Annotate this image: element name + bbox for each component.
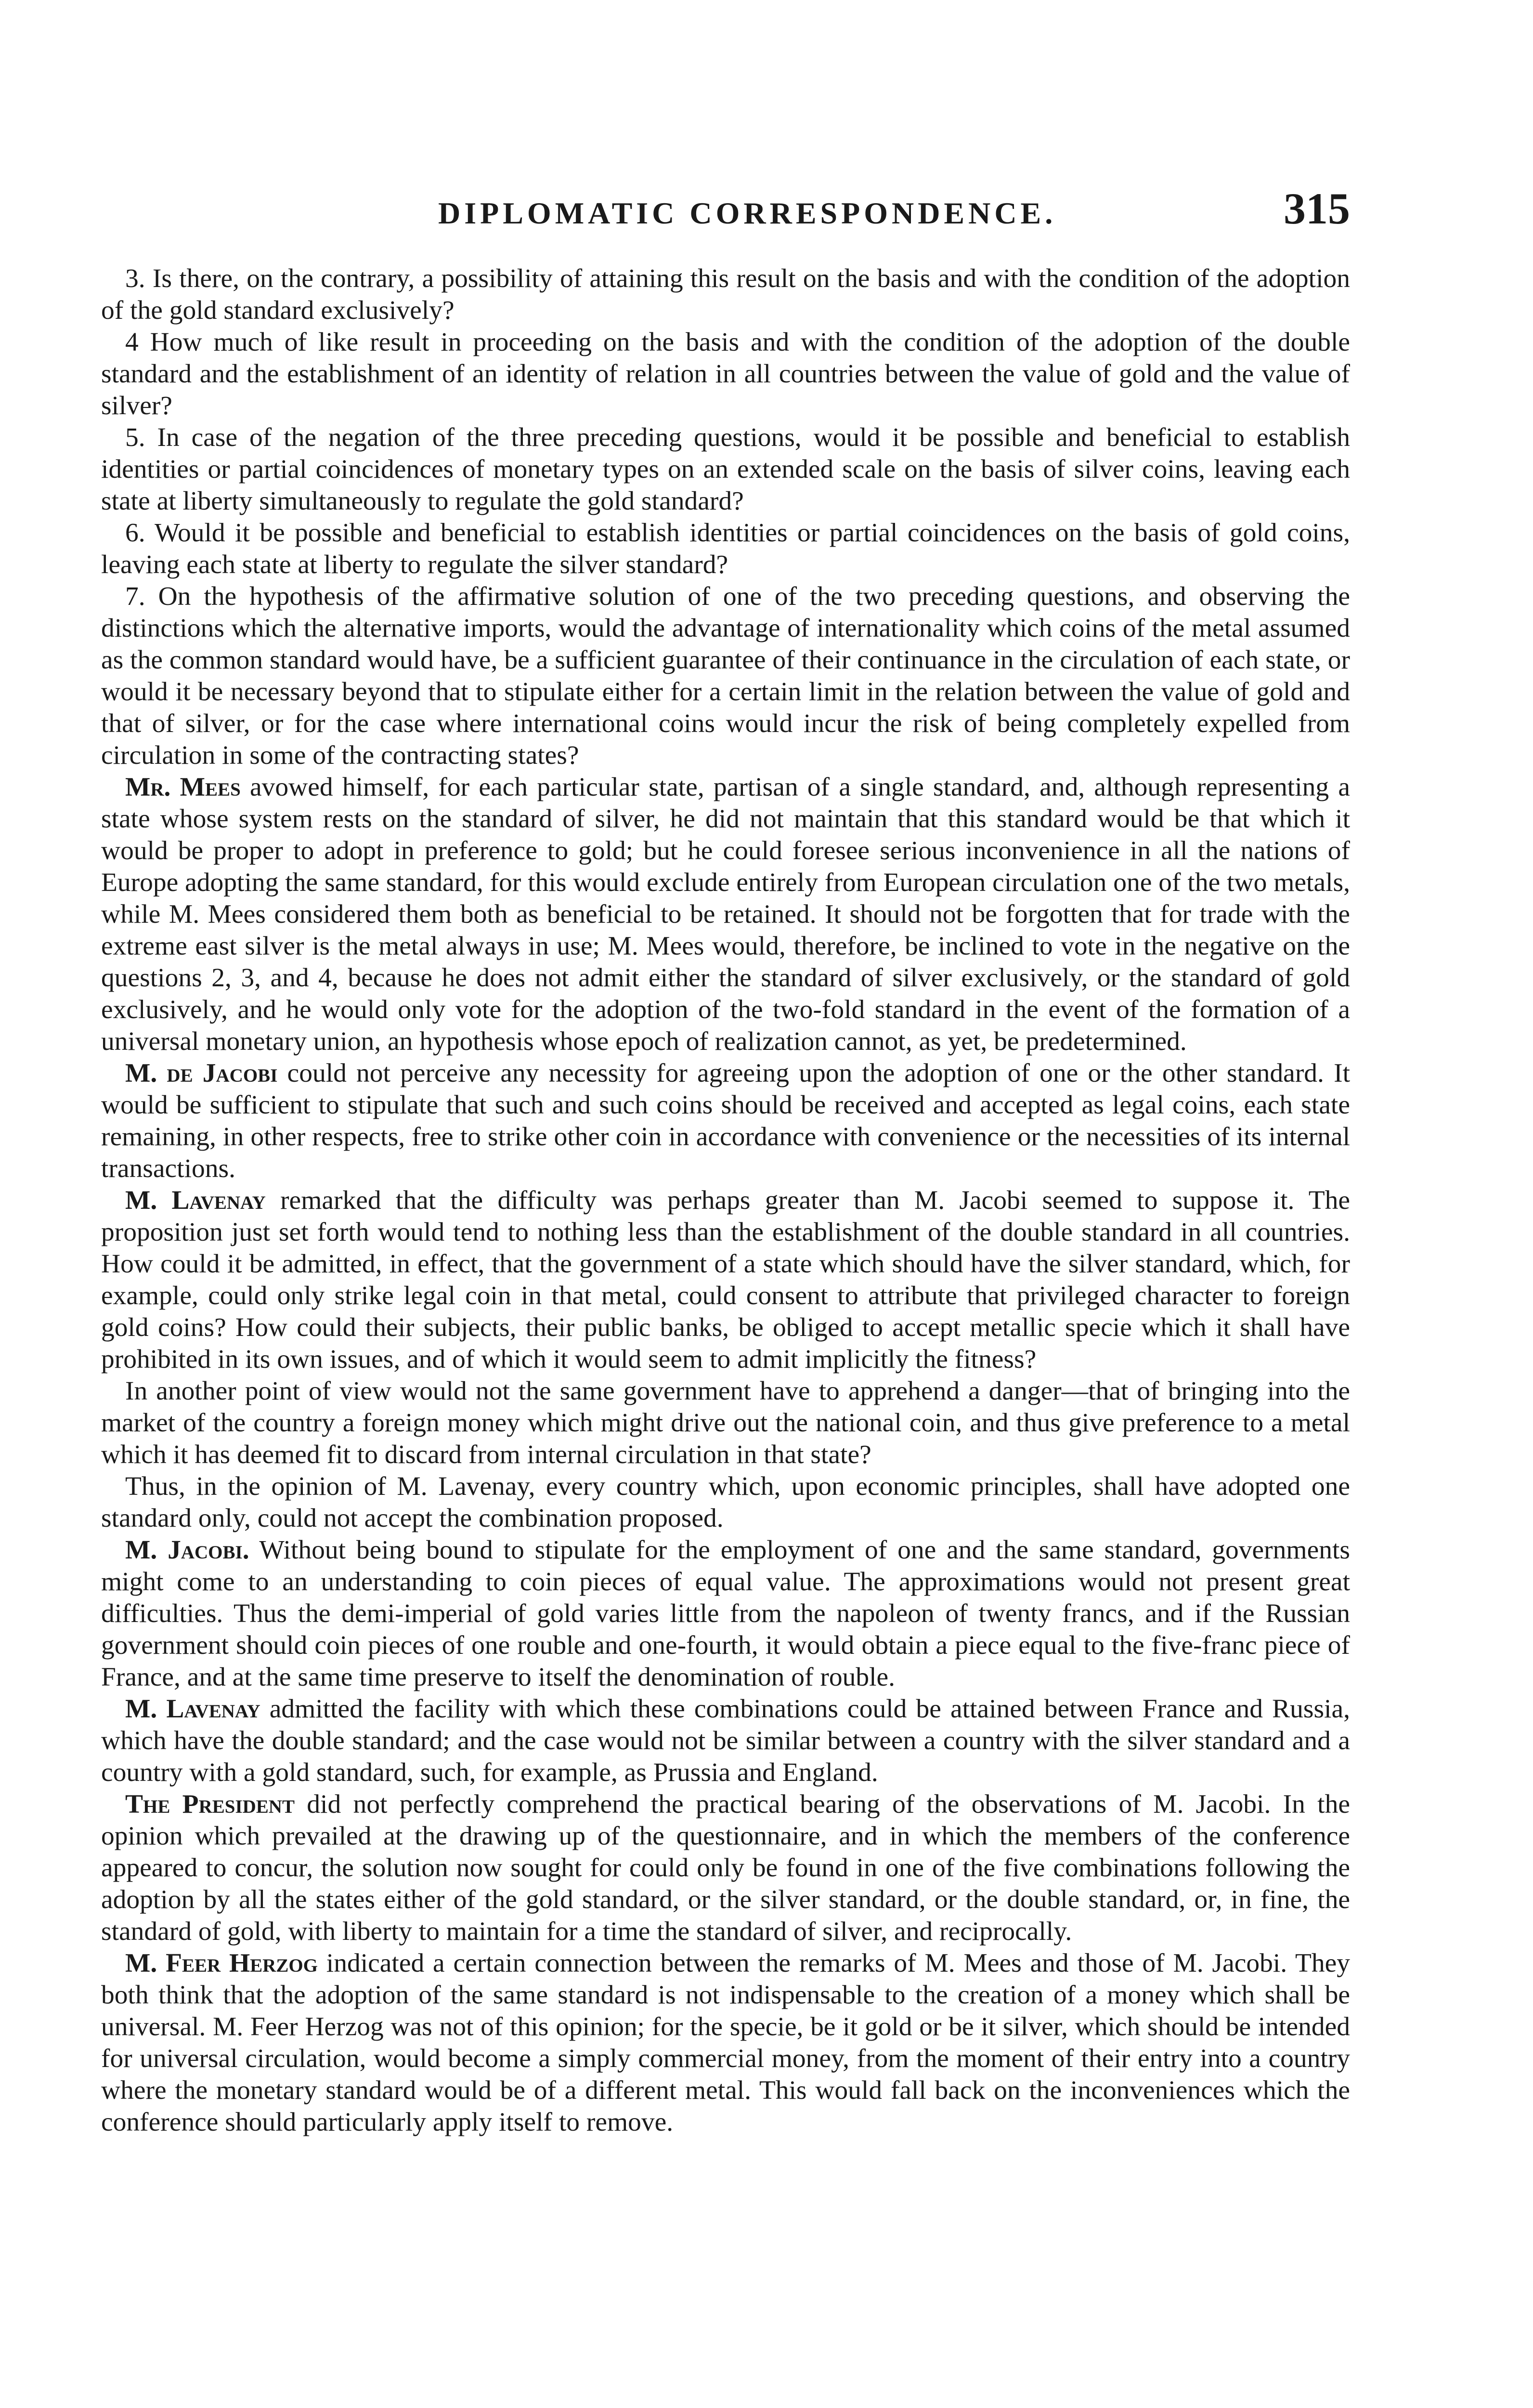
speaker-name: The President bbox=[125, 1790, 295, 1819]
paragraph bbox=[101, 422, 1350, 517]
paragraph-text: Thus, in the opinion of M. Lavenay, every country which, upon economic principles, shall have adopted one standard only, could not accept the combination proposed. bbox=[101, 1472, 1350, 1533]
paragraph bbox=[101, 263, 1350, 327]
paragraph bbox=[101, 1534, 1350, 1693]
paragraph-text: 4 How much of like result in proceeding on the basis and with the condition of the adoption of the double standard and the establishment of an identity of relation in all countries between the value of gold and the value of silver? bbox=[101, 327, 1350, 420]
paragraph-text: 6. Would it be possible and beneficial to establish identities or partial coincidences on the basis of gold coins, leaving each state at liberty to regulate the silver standard? bbox=[101, 518, 1350, 579]
paragraph bbox=[101, 517, 1350, 581]
body-text bbox=[101, 263, 1350, 2138]
paragraph bbox=[101, 1058, 1350, 1185]
speaker-name: M. Jacobi. bbox=[125, 1535, 249, 1565]
paragraph bbox=[101, 1185, 1350, 1375]
paragraph-text: avowed himself, for each particular state, partisan of a single standard, and, although representing a state whose system rests on the standard of silver, he did not maintain that this standard would be that which it would be proper to adopt in preference to gold; but he could foresee serious inconvenience in all the nations of Europe adopting the same standard, for this would exclude entirely from European circulation one of the two metals, while M. Mees considered them both as beneficial to be retained. It should not be forgotten that for trade with the extreme east silver is the metal always in use; M. Mees would, therefore, be inclined to vote in the negative on the questions 2, 3, and 4, because he does not admit either the standard of silver exclusively, or the standard of gold exclusively, and he would only vote for the adoption of the two-fold standard in the event of the formation of a universal monetary union, an hypothesis whose epoch of realization cannot, as yet, be predetermined. bbox=[101, 772, 1350, 1056]
speaker-name: M. Feer Herzog bbox=[125, 1949, 318, 1978]
page-number: 315 bbox=[1284, 184, 1350, 233]
paragraph-text: 5. In case of the negation of the three preceding questions, would it be possible and beneficial to establish identities or partial coincidences of monetary types on an extended scale on the basis of silver coins, leaving each state at liberty simultaneously to regulate the gold standard? bbox=[101, 423, 1350, 516]
paragraph bbox=[101, 581, 1350, 772]
paragraph bbox=[101, 1375, 1350, 1471]
paragraph-text: admitted the facility with which these combinations could be attained between France and Russia, which have the double standard; and the case would not be similar between a country with the silver standard and a country with a gold standard, such, for example, as Prussia and England. bbox=[101, 1694, 1350, 1787]
paragraph bbox=[101, 1789, 1350, 1948]
paragraph-text: 3. Is there, on the contrary, a possibility of attaining this result on the basis and with the condition of the adoption of the gold standard exclusively? bbox=[101, 264, 1350, 325]
paragraph-text: 7. On the hypothesis of the affirmative solution of one of the two preceding questions, and observing the distinctions which the alternative imports, would the advantage of internationality which coins of the metal assumed as the common standard would have, be a sufficient guarantee of their continuance in the circulation of each state, or would it be necessary beyond that to stipulate either for a certain limit in the relation between the value of gold and that of silver, or for the case where international coins would incur the risk of being completely expelled from circulation in some of the contracting states? bbox=[101, 582, 1350, 770]
speaker-name: M. Lavenay bbox=[125, 1694, 260, 1724]
speaker-name: Mr. Mees bbox=[125, 772, 241, 802]
paragraph bbox=[101, 327, 1350, 422]
paragraph bbox=[101, 1948, 1350, 2138]
paragraph bbox=[101, 1693, 1350, 1789]
paragraph-text: Without being bound to stipulate for the employment of one and the same standard, governments might come to an understanding to coin pieces of equal value. The approximations would not present great difficulties. Thus the demi-imperial of gold varies little from the napoleon of twenty francs, and if the Russian government should coin pieces of one rouble and one-fourth, it would obtain a piece equal to the five-franc piece of France, and at the same time preserve to itself the denomination of rouble. bbox=[101, 1535, 1350, 1692]
speaker-name: M. Lavenay bbox=[125, 1186, 266, 1215]
page-header bbox=[101, 183, 1350, 234]
paragraph-text: remarked that the difficulty was perhaps greater than M. Jacobi seemed to suppose it. The proposition just set forth would tend to nothing less than the establishment of the double standard in all countries. How could it be admitted, in effect, that the government of a state which should have the silver standard, which, for example, could only strike legal coin in that metal, could consent to attribute that privileged character to foreign gold coins? How could their subjects, their public banks, be obliged to accept metallic specie which it shall have prohibited in its own issues, and of which it would seem to admit implicitly the fitness? bbox=[101, 1186, 1350, 1374]
paragraph bbox=[101, 1471, 1350, 1534]
paragraph bbox=[101, 772, 1350, 1058]
paragraph-text: In another point of view would not the same government have to apprehend a danger—that of bringing into the market of the country a foreign money which might drive out the national coin, and thus give preference to a metal which it has deemed fit to discard from internal circulation in that state? bbox=[101, 1376, 1350, 1469]
paragraph-text: could not perceive any necessity for agreeing upon the adoption of one or the other standard. It would be sufficient to stipulate that such and such coins should be received and accepted as legal coins, each state remaining, in other respects, free to strike other coin in accordance with convenience or the necessities of its internal transactions. bbox=[101, 1059, 1350, 1183]
paragraph-text: did not perfectly comprehend the practical bearing of the observations of M. Jacobi. In the opinion which prevailed at the drawing up of the questionnaire, and in which the members of the conference appeared to concur, the solution now sought for could only be found in one of the five combinations following the adoption by all the states either of the gold standard, or the silver standard, or the double standard, or, in fine, the standard of gold, with liberty to maintain for a time the standard of silver, and reciprocally. bbox=[101, 1790, 1350, 1946]
speaker-name: M. de Jacobi bbox=[125, 1059, 278, 1088]
paragraph-text: indicated a certain connection between the remarks of M. Mees and those of M. Jacobi. They both think that the adoption of the same standard is not indispensable to the creation of a money which shall be universal. M. Feer Herzog was not of this opinion; for the specie, be it gold or be it silver, which should be intended for universal circulation, would become a simply commercial money, from the moment of their entry into a country where the monetary standard would be of a different metal. This would fall back on the inconveniences which the conference should particularly apply itself to remove. bbox=[101, 1949, 1350, 2137]
running-head: DIPLOMATIC CORRESPONDENCE. bbox=[438, 196, 1057, 230]
